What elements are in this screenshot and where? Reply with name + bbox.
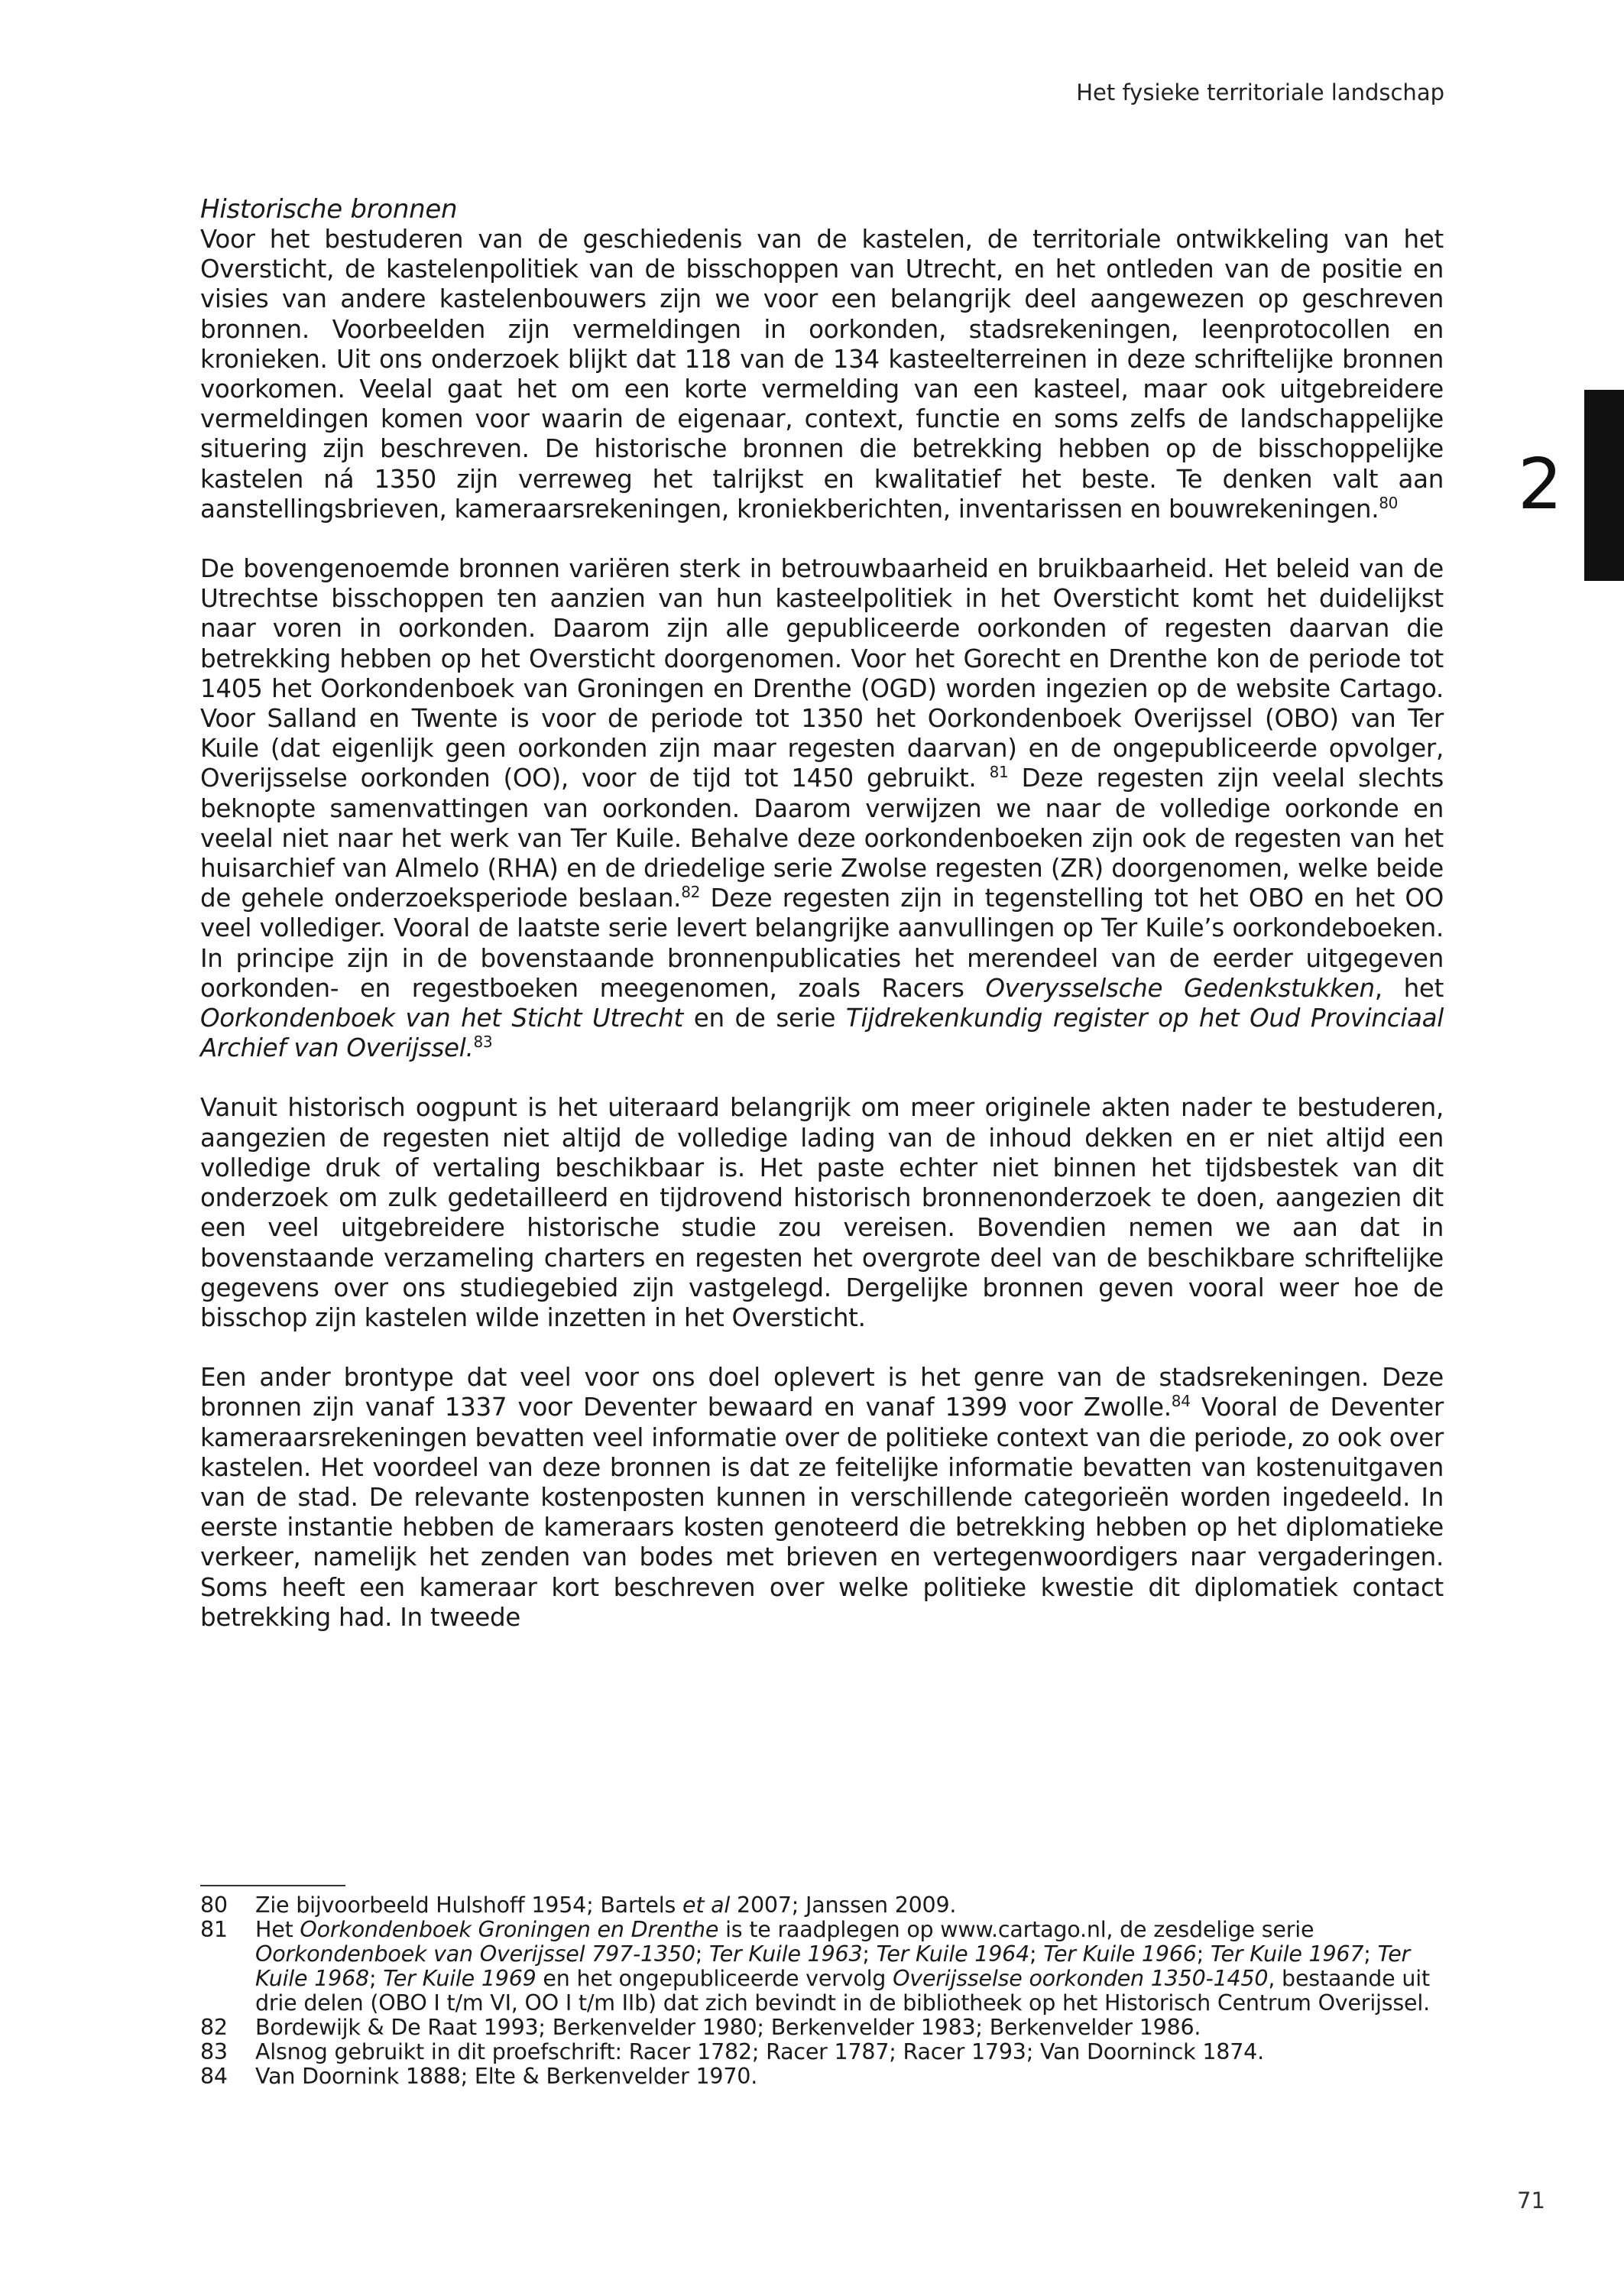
footnote-number: 82 <box>200 2015 228 2040</box>
paragraph-2: De bovengenoemde bronnen variëren sterk in betrouwbaarheid en bruikbaarheid. Het beleid van de Utrechtse bisschoppen ten aanzien van hun kasteelpolitiek in het Oversticht komt het duidelijkst naar voren in oorkonden. Daarom zijn alle gepubliceerde oorkonden of regesten daarvan die betrekking hebben op het Oversticht doorgenomen. Voor het Gorecht en Drenthe kon de periode tot 1405 het Oorkondenboek van Groningen en Drenthe (OGD) worden ingezien op de website Cartago. Voor Salland en Twente is voor de periode tot 1350 het Oorkondenboek Overijssel (OBO) van Ter Kuile (dat eigenlijk geen oorkonden zijn maar regesten daarvan) en de ongepubliceerde opvolger, Overijsselse oorkonden (OO), voor de tijd tot 1450 gebruikt. $^{81}$ Deze regesten zijn veelal slechts beknopte samenvattingen van oorkonden. Daarom verwijzen we naar de volledige oorkonde en veelal niet naar het werk van Ter Kuile. Behalve deze oorkondenboeken zijn ook de regesten van het huisarchief van Almelo (RHA) en de driedelige serie Zwolse regesten (ZR) doorgenomen, welke beide de gehele onderzoeksperiode beslaan.$^{82}$ Deze regesten zijn in tegenstelling tot het OBO en het OO veel vollediger. Vooral de laatste serie levert belangrijke aanvullingen op Ter Kuile’s oorkondeboeken. In principe zijn in de bovenstaande bronnenpublicaties het merendeel van de eerder uitgegeven oorkonden- en regestboeken meegenomen, zoals Racers Overysselsche Gedenkstukken, het Oorkondenboek van het Sticht Utrecht en de serie Tijdrekenkundig register op het Oud Provinciaal Archief van Overijssel.$^{83}$ <box>200 554 1444 1063</box>
paragraph-3: Vanuit historisch oogpunt is het uiteraard belangrijk om meer originele akten nader te bestuderen, aangezien de regesten niet altijd de volledige lading van de inhoud dekken en er niet altijd een volledige druk of vertaling beschikbaar is. Het paste echter niet binnen het tijdsbestek van dit onderzoek om zulk gedetailleerd en tijdrovend historisch bronnenonderzoek te doen, aangezien dit een veel uitgebreidere historische studie zou vereisen. Bovendien nemen we aan dat in bovenstaande verzameling charters en regesten het overgrote deel van de beschikbare schriftelijke gegevens over ons studiegebied zijn vastgelegd. Dergelijke bronnen geven vooral weer hoe de bisschop zijn kastelen wilde inzetten in het Oversticht. <box>200 1093 1444 1332</box>
footnote-80: 80 Zie bijvoorbeeld Hulshoff 1954; Bartels et al 2007; Janssen 2009. <box>200 1892 957 1918</box>
footnote-number: 81 <box>200 1917 228 1942</box>
paragraph-4: Een ander brontype dat veel voor ons doel oplevert is het genre van de stadsrekeningen. Deze bronnen zijn vanaf 1337 voor Deventer bewaard en vanaf 1399 voor Zwolle.$^{84}$ Vooral de Deventer kameraarsrekeningen bevatten veel informatie over de politieke context van die periode, zo ook over kastelen. Het voordeel van deze bronnen is dat ze feitelijke informatie bevatten van kostenuitgaven van de stad. De relevante kostenposten kunnen in verschillende categorieën worden ingedeeld. In eerste instantie hebben de kameraars kosten genoteerd die betrekking hebben op het diplomatieke verkeer, namelijk het zenden van bodes met brieven en vertegenwoordigers naar vergaderingen. Soms heeft een kameraar kort beschreven over welke politieke kwestie dit diplomatiek contact betrekking had. In tweede <box>200 1363 1444 1632</box>
section-heading: Historische bronnen <box>200 194 458 225</box>
footnote-81: 81 Het Oorkondenboek Groningen en Drenthe is te raadplegen op www.cartago.nl, de zesdelige serie Oorkondenboek van Overijssel 797-1350; Ter Kuile 1963; Ter Kuile 1964; Ter Kuile 1966; Ter Kuile 1967; Ter Kuile 1968; Ter Kuile 1969 en het ongepubliceerde vervolg Overijsselse oorkonden 1350-1450, bestaande uit drie delen (OBO I t/m VI, OO I t/m IIb) dat zich bevindt in de bibliotheek op het Historisch Centrum Overijssel. <box>200 1917 1430 2016</box>
footnote-number: 84 <box>200 2064 228 2089</box>
main-text <box>200 194 1444 1662</box>
footnote-number: 83 <box>200 2039 228 2064</box>
chapter-tab-marker <box>1584 390 1624 581</box>
chapter-number: 2 <box>1518 443 1563 525</box>
footnote-number: 80 <box>200 1892 228 1918</box>
footnote-84: 84 Van Doornink 1888; Elte & Berkenvelder 1970. <box>200 2064 758 2089</box>
footnote-ref-81[interactable]: 81 <box>989 763 1009 782</box>
footnotes <box>200 1893 1444 2089</box>
paragraph-1: Voor het bestuderen van de geschiedenis van de kastelen, de territoriale ontwikkeling van het Oversticht, de kastelenpolitiek van de bisschoppen van Utrecht, en het ontleden van de positie en visies van andere kastelenbouwers zijn we voor een belangrijk deel aangewezen op geschreven bronnen. Voorbeelden zijn vermeldingen in oorkonden, stadsrekeningen, leenprotocollen en kronieken. Uit ons onderzoek blijkt dat 118 van de 134 kasteelterreinen in deze schriftelijke bronnen voorkomen. Veelal gaat het om een korte vermelding van een kasteel, maar ook uitgebreidere vermeldingen komen voor waarin de eigenaar, context, functie en soms zelfs de landschappelijke situering zijn beschreven. De historische bronnen die betrekking hebben op de bisschoppelijke kastelen ná 1350 zijn verreweg het talrijkst en kwalitatief het beste. Te denken valt aan aanstellingsbrieven, kameraarsrekeningen, kroniekberichten, inventarissen en bouwrekeningen.$^{80}$ <box>200 225 1444 524</box>
footnote-ref-80[interactable]: 80 <box>1379 494 1399 512</box>
footnote-ref-83[interactable]: 83 <box>473 1033 493 1052</box>
footnote-divider <box>200 1885 345 1886</box>
footnote-ref-82[interactable]: 82 <box>681 883 701 902</box>
running-header: Het fysieke territoriale landschap <box>1076 79 1444 105</box>
footnote-83: 83 Alsnog gebruikt in dit proefschrift: Racer 1782; Racer 1787; Racer 1793; Van Doorninck 1874. <box>200 2039 1264 2064</box>
page-number: 71 <box>1517 2188 1545 2214</box>
footnote-ref-84[interactable]: 84 <box>1171 1392 1191 1411</box>
footnote-82: 82 Bordewijk & De Raat 1993; Berkenvelder 1980; Berkenvelder 1983; Berkenvelder 1986. <box>200 2015 1201 2040</box>
